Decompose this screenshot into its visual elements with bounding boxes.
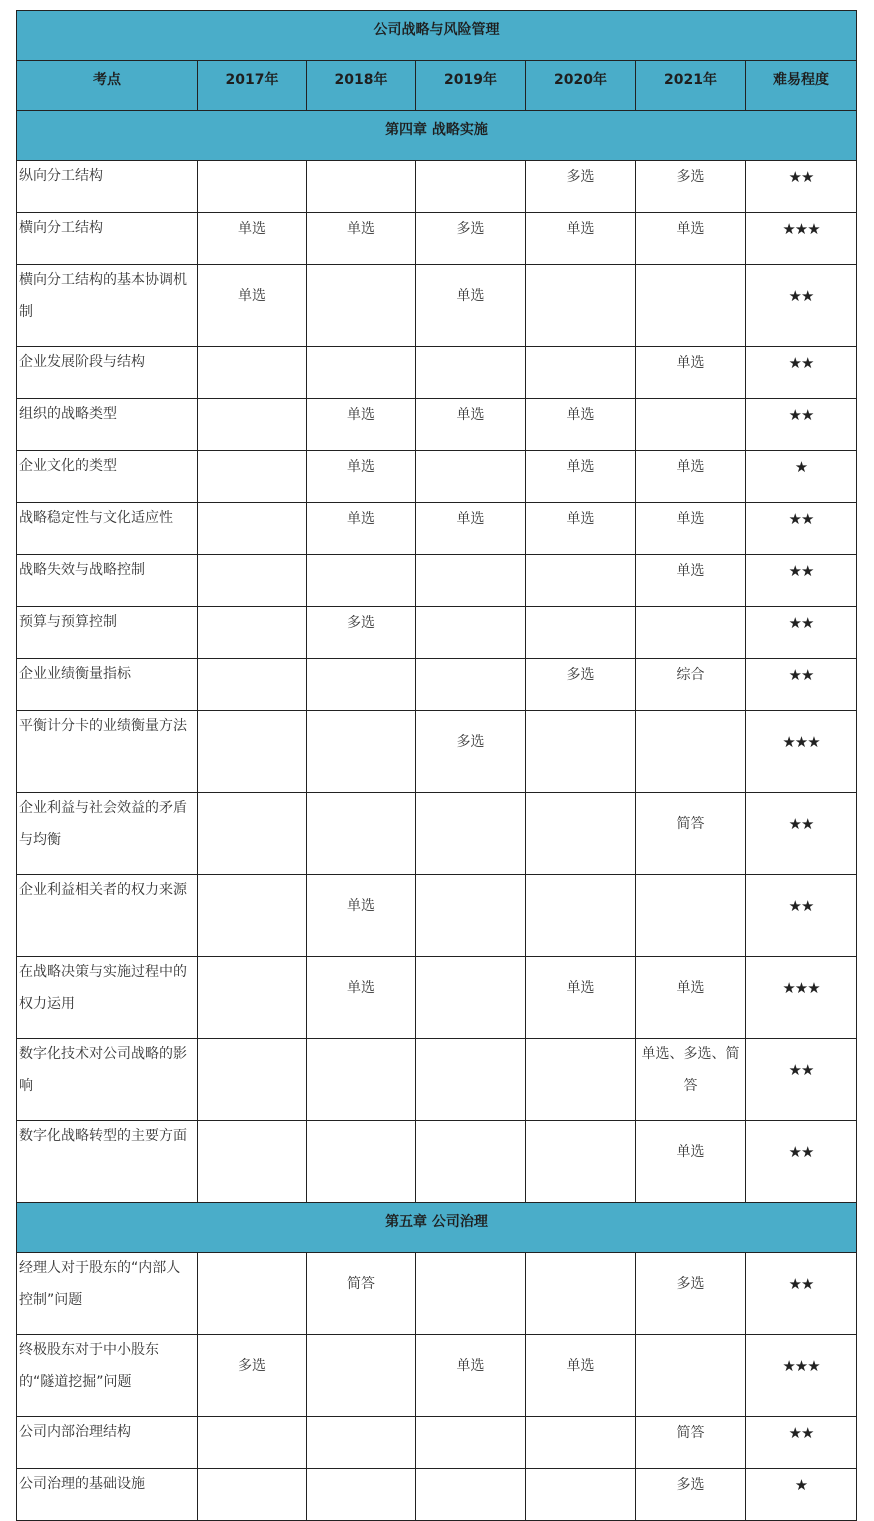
- question-type-cell: [307, 875, 416, 957]
- question-type-cell: 单选: [526, 503, 636, 555]
- table-row: [17, 711, 857, 793]
- topic-cell: [17, 555, 198, 607]
- table-row: [17, 451, 857, 503]
- question-type-cell: [636, 1121, 746, 1203]
- stars-text: ★★★: [782, 979, 820, 997]
- topic-text: 终极股东对于中小股东的“隧道挖掘”问题: [19, 1342, 159, 1390]
- question-type-cell: [526, 793, 636, 875]
- stars-text: ★★: [788, 287, 814, 305]
- chapter-title: 第四章 战略实施: [17, 111, 857, 161]
- difficulty-stars: ★★: [746, 161, 857, 213]
- question-type-cell: [416, 1335, 526, 1417]
- topic-cell: [17, 711, 198, 793]
- chapter-title: 第五章 公司治理: [17, 1203, 857, 1253]
- question-type-cell: [198, 555, 307, 607]
- question-type-cell: 单选: [636, 503, 746, 555]
- question-type-cell: 单选: [416, 399, 526, 451]
- difficulty-stars: [746, 1039, 857, 1121]
- question-type-cell: 单选: [307, 503, 416, 555]
- header-difficulty: 难易程度: [746, 61, 857, 111]
- difficulty-stars: ★★: [746, 399, 857, 451]
- topic-cell: [17, 161, 198, 213]
- table-row: [17, 555, 857, 607]
- difficulty-stars: ★★: [746, 659, 857, 711]
- difficulty-stars: ★★: [746, 1417, 857, 1469]
- question-type-cell: [416, 265, 526, 347]
- question-type-cell: 单选: [198, 213, 307, 265]
- question-type-cell: 单选: [636, 347, 746, 399]
- question-type-cell: [198, 1417, 307, 1469]
- question-type-cell: [198, 875, 307, 957]
- question-type-text: 单选: [566, 1358, 595, 1374]
- question-type-cell: [416, 793, 526, 875]
- table-row: [17, 875, 857, 957]
- table-row: [17, 793, 857, 875]
- question-type-text: 单选: [676, 980, 705, 996]
- question-type-cell: [416, 347, 526, 399]
- question-type-cell: [198, 957, 307, 1039]
- question-type-cell: [636, 1253, 746, 1335]
- question-type-cell: [198, 1253, 307, 1335]
- chapter-row: [17, 111, 857, 161]
- question-type-cell: [198, 659, 307, 711]
- topic-cell: [17, 1039, 198, 1121]
- question-type-cell: [416, 1253, 526, 1335]
- topic-text: 横向分工结构: [19, 220, 103, 236]
- question-type-cell: [416, 1121, 526, 1203]
- table-row: [17, 347, 857, 399]
- topic-text: 纵向分工结构: [19, 168, 103, 184]
- question-type-cell: 多选: [526, 659, 636, 711]
- question-type-cell: [636, 793, 746, 875]
- header-topic: 考点: [17, 61, 198, 111]
- topic-text: 战略稳定性与文化适应性: [19, 510, 173, 526]
- question-type-cell: [198, 1121, 307, 1203]
- question-type-cell: [526, 1469, 636, 1521]
- question-type-text: 简答: [676, 816, 705, 832]
- question-type-cell: [416, 451, 526, 503]
- topic-cell: [17, 451, 198, 503]
- difficulty-stars: ★★: [746, 503, 857, 555]
- table-row: [17, 265, 857, 347]
- question-type-cell: [198, 711, 307, 793]
- topic-text: 企业文化的类型: [19, 458, 117, 474]
- question-type-cell: 综合: [636, 659, 746, 711]
- table-body: [17, 11, 857, 1521]
- question-type-cell: [416, 875, 526, 957]
- question-type-cell: 单选: [526, 399, 636, 451]
- stars-text: ★★★: [782, 733, 820, 751]
- question-type-text: 多选: [456, 734, 485, 750]
- question-type-text: 多选: [238, 1358, 266, 1374]
- question-type-cell: [416, 1417, 526, 1469]
- question-type-cell: [636, 1039, 746, 1121]
- difficulty-stars: [746, 1335, 857, 1417]
- question-type-cell: [198, 1469, 307, 1521]
- question-type-text: 单选: [347, 898, 375, 914]
- question-type-cell: [416, 711, 526, 793]
- topic-cell: [17, 659, 198, 711]
- difficulty-stars: [746, 793, 857, 875]
- difficulty-stars: ★: [746, 451, 857, 503]
- question-type-cell: [636, 875, 746, 957]
- header-2018: 2018年: [307, 61, 416, 111]
- topic-cell: [17, 875, 198, 957]
- difficulty-stars: ★★: [746, 607, 857, 659]
- question-type-cell: [307, 347, 416, 399]
- question-type-cell: 简答: [636, 1417, 746, 1469]
- question-type-cell: [416, 957, 526, 1039]
- question-type-cell: 单选: [526, 213, 636, 265]
- question-type-cell: [526, 347, 636, 399]
- question-type-cell: 单选: [636, 451, 746, 503]
- question-type-cell: [526, 265, 636, 347]
- topic-text: 组织的战略类型: [19, 406, 117, 422]
- topic-text: 公司内部治理结构: [19, 1424, 131, 1440]
- question-type-cell: [307, 711, 416, 793]
- question-type-cell: [198, 265, 307, 347]
- question-type-cell: [636, 711, 746, 793]
- question-type-cell: [198, 1039, 307, 1121]
- exam-topics-table: [16, 10, 857, 1521]
- topic-cell: [17, 607, 198, 659]
- question-type-cell: 单选: [416, 503, 526, 555]
- question-type-text: 单选: [456, 1358, 485, 1374]
- question-type-cell: [198, 451, 307, 503]
- question-type-cell: [198, 503, 307, 555]
- topic-text: 企业业绩衡量指标: [19, 666, 131, 682]
- question-type-cell: [307, 1469, 416, 1521]
- question-type-cell: [526, 1335, 636, 1417]
- question-type-cell: [307, 659, 416, 711]
- stars-text: ★★: [788, 1061, 814, 1079]
- topic-cell: [17, 957, 198, 1039]
- difficulty-stars: [746, 1121, 857, 1203]
- question-type-cell: [526, 1417, 636, 1469]
- question-type-text: 简答: [347, 1276, 375, 1292]
- difficulty-stars: ★: [746, 1469, 857, 1521]
- question-type-cell: 单选: [307, 213, 416, 265]
- question-type-text: 单选: [566, 980, 595, 996]
- question-type-cell: [198, 607, 307, 659]
- question-type-text: 单选: [238, 288, 266, 304]
- table-row: [17, 1253, 857, 1335]
- question-type-cell: [307, 1121, 416, 1203]
- stars-text: ★★: [788, 1275, 814, 1293]
- question-type-cell: [526, 711, 636, 793]
- question-type-cell: [526, 1039, 636, 1121]
- table-row: [17, 1121, 857, 1203]
- question-type-text: 多选: [676, 1276, 705, 1292]
- question-type-cell: 单选: [636, 213, 746, 265]
- question-type-cell: [526, 875, 636, 957]
- difficulty-stars: [746, 875, 857, 957]
- question-type-cell: [636, 1335, 746, 1417]
- topic-text: 平衡计分卡的业绩衡量方法: [19, 718, 187, 734]
- difficulty-stars: [746, 1253, 857, 1335]
- question-type-cell: [526, 607, 636, 659]
- topic-text: 企业发展阶段与结构: [19, 354, 145, 370]
- question-type-cell: [416, 1039, 526, 1121]
- question-type-cell: [636, 265, 746, 347]
- question-type-cell: [526, 1121, 636, 1203]
- topic-cell: [17, 1253, 198, 1335]
- question-type-cell: [526, 1253, 636, 1335]
- topic-cell: [17, 503, 198, 555]
- topic-text: 横向分工结构的基本协调机制: [19, 272, 187, 320]
- header-2020: 2020年: [526, 61, 636, 111]
- table-row: [17, 1335, 857, 1417]
- stars-text: ★★: [788, 815, 814, 833]
- topic-text: 数字化战略转型的主要方面: [19, 1128, 187, 1144]
- question-type-cell: [307, 957, 416, 1039]
- question-type-cell: 单选: [526, 451, 636, 503]
- question-type-text: 单选: [676, 1144, 705, 1160]
- stars-text: ★★: [788, 1143, 814, 1161]
- header-2017: 2017年: [198, 61, 307, 111]
- table-row: [17, 503, 857, 555]
- difficulty-stars: [746, 711, 857, 793]
- topic-text: 预算与预算控制: [19, 614, 117, 630]
- question-type-text: 单选: [456, 288, 485, 304]
- topic-cell: [17, 347, 198, 399]
- table-row: [17, 607, 857, 659]
- topic-cell: [17, 793, 198, 875]
- table-row: [17, 1469, 857, 1521]
- topic-text: 企业利益相关者的权力来源: [19, 882, 187, 898]
- question-type-cell: [307, 793, 416, 875]
- question-type-cell: [307, 1253, 416, 1335]
- title-row: [17, 11, 857, 61]
- difficulty-stars: ★★: [746, 555, 857, 607]
- topic-cell: [17, 1121, 198, 1203]
- question-type-text: 单选、多选、简答: [641, 1046, 740, 1094]
- topic-text: 在战略决策与实施过程中的权力运用: [19, 964, 187, 1012]
- question-type-cell: [526, 957, 636, 1039]
- table-row: [17, 1039, 857, 1121]
- question-type-cell: [198, 1335, 307, 1417]
- question-type-cell: 多选: [307, 607, 416, 659]
- table-row: [17, 1417, 857, 1469]
- topic-text: 企业利益与社会效益的矛盾与均衡: [19, 800, 187, 848]
- question-type-cell: [526, 555, 636, 607]
- question-type-cell: [636, 607, 746, 659]
- question-type-cell: [307, 161, 416, 213]
- topic-text: 战略失效与战略控制: [19, 562, 145, 578]
- topic-text: 经理人对于股东的“内部人控制”问题: [19, 1260, 181, 1308]
- question-type-cell: [416, 161, 526, 213]
- question-type-cell: [198, 399, 307, 451]
- question-type-cell: [636, 399, 746, 451]
- stars-text: ★★★: [782, 1357, 820, 1375]
- question-type-cell: [416, 607, 526, 659]
- table-row: [17, 659, 857, 711]
- table-row: [17, 957, 857, 1039]
- question-type-cell: [307, 265, 416, 347]
- question-type-cell: 单选: [307, 399, 416, 451]
- question-type-cell: [636, 957, 746, 1039]
- difficulty-stars: ★★: [746, 347, 857, 399]
- question-type-cell: 多选: [636, 1469, 746, 1521]
- header-2021: 2021年: [636, 61, 746, 111]
- question-type-cell: [198, 793, 307, 875]
- question-type-cell: 多选: [526, 161, 636, 213]
- question-type-cell: 多选: [636, 161, 746, 213]
- difficulty-stars: [746, 265, 857, 347]
- question-type-cell: 单选: [636, 555, 746, 607]
- table-row: [17, 213, 857, 265]
- topic-cell: [17, 1469, 198, 1521]
- question-type-text: 单选: [347, 980, 375, 996]
- topic-text: 数字化技术对公司战略的影响: [19, 1046, 187, 1094]
- question-type-cell: [307, 1417, 416, 1469]
- question-type-cell: [307, 1335, 416, 1417]
- table-title: 公司战略与风险管理: [17, 11, 857, 61]
- question-type-cell: [416, 659, 526, 711]
- question-type-cell: 多选: [416, 213, 526, 265]
- question-type-cell: [198, 161, 307, 213]
- table-row: [17, 161, 857, 213]
- topic-cell: [17, 1335, 198, 1417]
- difficulty-stars: [746, 957, 857, 1039]
- question-type-cell: [416, 555, 526, 607]
- difficulty-stars: ★★★: [746, 213, 857, 265]
- topic-cell: [17, 265, 198, 347]
- header-2019: 2019年: [416, 61, 526, 111]
- question-type-cell: [307, 555, 416, 607]
- topic-cell: [17, 1417, 198, 1469]
- question-type-cell: [416, 1469, 526, 1521]
- topic-cell: [17, 399, 198, 451]
- stars-text: ★★: [788, 897, 814, 915]
- question-type-cell: 单选: [307, 451, 416, 503]
- question-type-cell: [307, 1039, 416, 1121]
- table-row: [17, 399, 857, 451]
- chapter-row: [17, 1203, 857, 1253]
- topic-cell: [17, 213, 198, 265]
- topic-text: 公司治理的基础设施: [19, 1476, 145, 1492]
- question-type-cell: [198, 347, 307, 399]
- header-row: [17, 61, 857, 111]
